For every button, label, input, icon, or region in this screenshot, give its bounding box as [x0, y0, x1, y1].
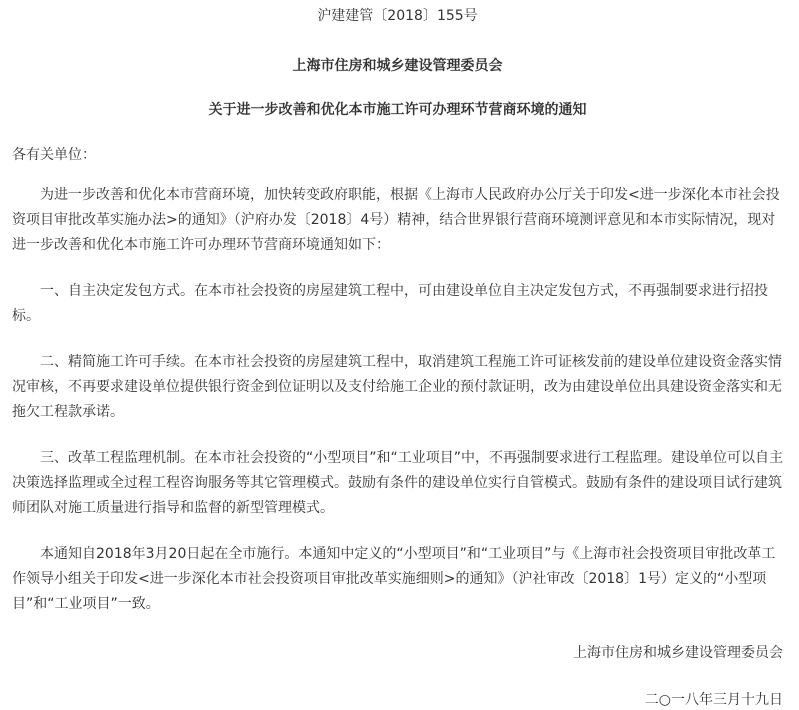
- document-title: 关于进一步改善和优化本市施工许可办理环节营商环境的通知: [208, 102, 587, 118]
- issuing-authority: 上海市住房和城乡建设管理委员会: [292, 58, 503, 74]
- signature-authority: 上海市住房和城乡建设管理委员会: [573, 645, 783, 661]
- paragraph-effective-date: 本通知自2018年3月20日起在全市施行。本通知中定义的“小型项目”和“工业项目”与《上海市社会投资项目审批改革工作领导小组关于印发<进一步深化本市社会投资项目审批改革实施细则>的通知》（沪社审改〔2018〕1号）定义的“小型项目”和“工业项目”一致。: [12, 546, 776, 612]
- signature-date: 二○一八年三月十九日: [644, 692, 783, 708]
- paragraph-item-3: 三、改革工程监理机制。在本市社会投资的“小型项目”和“工业项目”中，不再强制要求进行工程监理。建设单位可以自主决策选择监理或全过程工程咨询服务等其它管理模式。鼓励有条件的建设单位实行自管模式。鼓励有条件的建设项目试行建筑师团队对施工质量进行指导和监督的新型管理模式。: [12, 450, 784, 516]
- salutation: 各有关单位：: [12, 147, 96, 163]
- paragraph-item-1: 一、自主决定发包方式。在本市社会投资的房屋建筑工程中，可由建设单位自主决定发包方式，不再强制要求进行招投标。: [12, 283, 768, 324]
- paragraph-intro: 为进一步改善和优化本市营商环境，加快转变政府职能，根据《上海市人民政府办公厅关于印发<进一步深化本市社会投资项目审批改革实施办法>的通知》（沪府办发〔2018〕4号）精神，结合世界银行营商环境测评意见和本市实际情况，现对进一步改善和优化本市施工许可办理环节营商环境通知如下：: [12, 187, 780, 253]
- document-number: 沪建建管〔2018〕155号: [317, 8, 478, 24]
- paragraph-item-2: 二、精简施工许可手续。在本市社会投资的房屋建筑工程中，取消建筑工程施工许可证核发前的建设单位建设资金落实情况审核，不再要求建设单位提供银行资金到位证明以及支付给施工企业的预付款证明，改为由建设单位出具建设资金落实和无拖欠工程款承诺。: [12, 354, 782, 420]
